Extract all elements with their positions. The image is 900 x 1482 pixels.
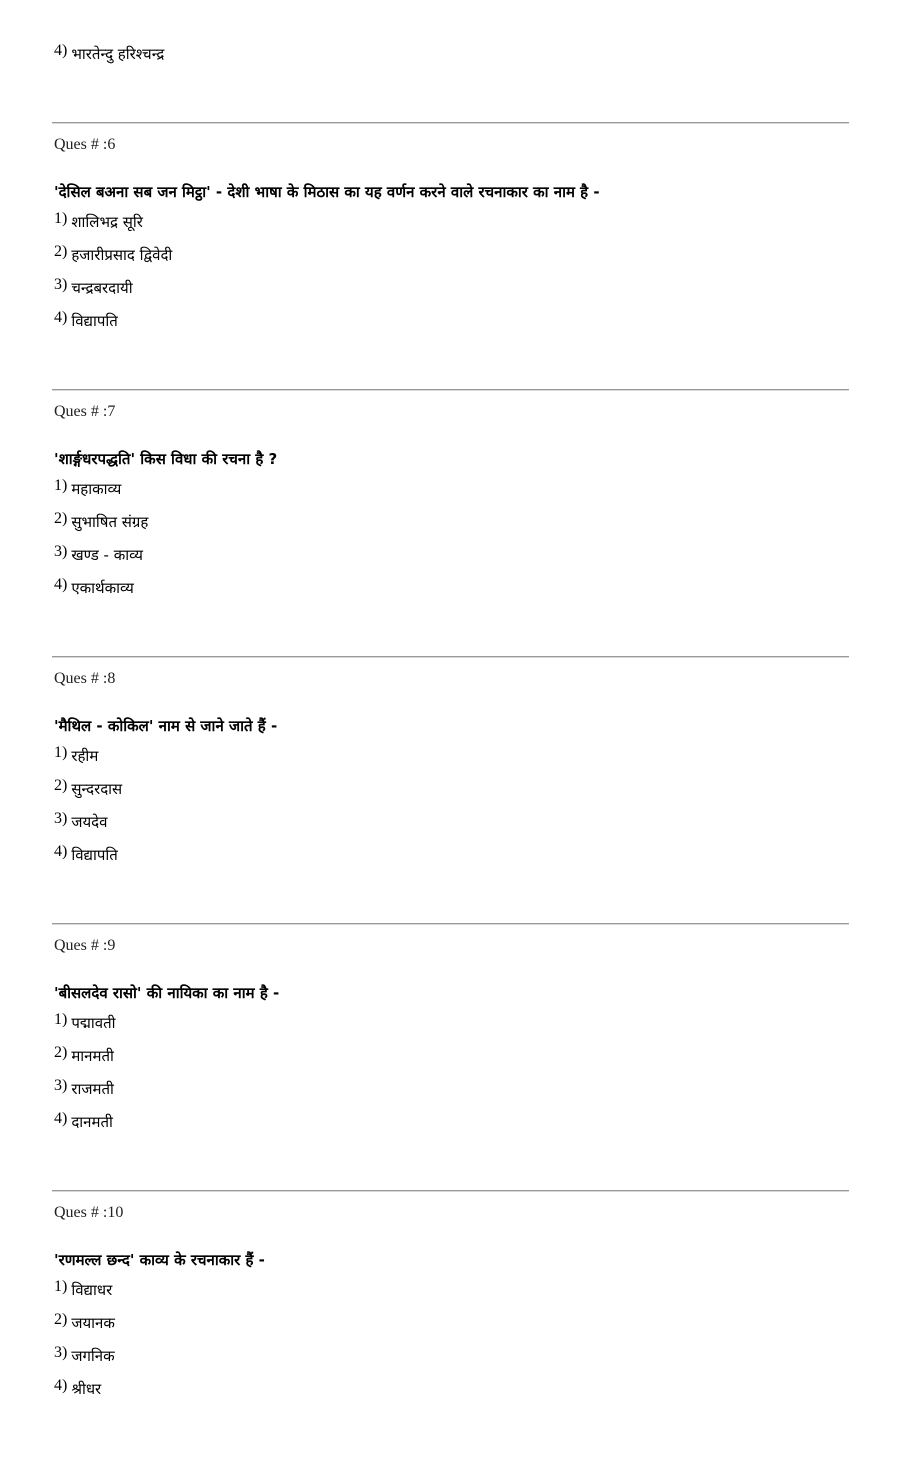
question-number: Ques # :10 xyxy=(54,1204,124,1221)
option-number: 4) xyxy=(54,309,68,326)
divider xyxy=(52,656,849,658)
option-item xyxy=(54,1112,116,1145)
option-item xyxy=(54,311,172,344)
divider xyxy=(52,389,849,391)
option-item xyxy=(54,779,122,812)
options-list xyxy=(54,1013,116,1145)
option-item xyxy=(54,245,172,278)
options-list xyxy=(54,212,172,344)
option-number: 3) xyxy=(54,1077,68,1094)
question-text: 'शार्ङ्गधरपद्धति' किस विधा की रचना है ? xyxy=(54,450,278,468)
question-block xyxy=(0,1190,900,1457)
option-item xyxy=(54,1046,116,1079)
question-block xyxy=(0,122,900,389)
option-number: 3) xyxy=(54,543,68,560)
option-text: श्रीधर xyxy=(71,1380,102,1398)
question-number: Ques # :6 xyxy=(54,136,116,153)
option-item xyxy=(54,545,148,578)
options-list xyxy=(54,479,148,611)
option-number: 2) xyxy=(54,1044,68,1061)
option-text: हजारीप्रसाद द्विवेदी xyxy=(71,246,173,264)
option-text: जयानक xyxy=(71,1314,115,1332)
question-number: Ques # :8 xyxy=(54,670,116,687)
question-block xyxy=(0,656,900,923)
option-item xyxy=(54,845,122,878)
option-item xyxy=(54,1280,115,1313)
option-number: 2) xyxy=(54,777,68,794)
option-text: सुन्दरदास xyxy=(71,780,123,798)
divider xyxy=(52,923,849,925)
option-number: 4) xyxy=(54,1110,68,1127)
option-text: विद्याधर xyxy=(71,1281,113,1299)
option-item xyxy=(54,479,148,512)
option-number: 4) xyxy=(54,576,68,593)
option-number: 1) xyxy=(54,477,68,494)
option-number: 1) xyxy=(54,1278,68,1295)
option-text: राजमती xyxy=(71,1080,114,1098)
option-item xyxy=(54,512,148,545)
option-item xyxy=(54,578,148,611)
option-number: 1) xyxy=(54,1011,68,1028)
option-number: 2) xyxy=(54,510,68,527)
option-item xyxy=(54,212,172,245)
option-item xyxy=(54,1079,116,1112)
option-text: चन्द्रबरदायी xyxy=(71,279,133,297)
option-item xyxy=(54,1346,115,1379)
option-text: रहीम xyxy=(71,747,99,765)
option-text: पद्मावती xyxy=(71,1014,116,1032)
option-text: विद्यापति xyxy=(71,846,118,864)
option-text: जगनिक xyxy=(71,1347,115,1365)
question-number: Ques # :9 xyxy=(54,937,116,954)
option-number: 3) xyxy=(54,276,68,293)
option-text: सुभाषित संग्रह xyxy=(71,513,149,531)
option-item xyxy=(54,1379,115,1412)
options-list xyxy=(54,746,122,878)
option-item xyxy=(54,746,122,779)
option-item xyxy=(54,278,172,311)
option-number: 4) xyxy=(54,1377,68,1394)
question-text: 'मैथिल - कोकिल' नाम से जाने जाते हैं - xyxy=(54,717,278,735)
option-text: शालिभद्र सूरि xyxy=(71,213,143,231)
option-item xyxy=(54,1013,116,1046)
question-number: Ques # :7 xyxy=(54,403,116,420)
option-number: 4) xyxy=(54,42,68,59)
option-item xyxy=(54,812,122,845)
question-text: 'देसिल बअना सब जन मिट्ठा' - देशी भाषा के मिठास का यह वर्णन करने वाले रचनाकार का नाम है - xyxy=(54,183,600,201)
question-text: 'रणमल्ल छन्द' काव्य के रचनाकार हैं - xyxy=(54,1251,265,1269)
divider xyxy=(52,122,849,124)
option-number: 2) xyxy=(54,1311,68,1328)
option-text: दानमती xyxy=(71,1113,113,1131)
option-number: 3) xyxy=(54,1344,68,1361)
option-text: जयदेव xyxy=(71,813,108,831)
option-item xyxy=(54,1313,115,1346)
option-number: 1) xyxy=(54,744,68,761)
option-item xyxy=(54,44,164,64)
option-number: 1) xyxy=(54,210,68,227)
options-list xyxy=(54,1280,115,1412)
option-text: महाकाव्य xyxy=(71,480,122,498)
question-block xyxy=(0,389,900,656)
option-text: विद्यापति xyxy=(71,312,118,330)
divider xyxy=(52,1190,849,1192)
question-text: 'बीसलदेव रासो' की नायिका का नाम है - xyxy=(54,984,280,1002)
option-number: 2) xyxy=(54,243,68,260)
question-block xyxy=(0,923,900,1190)
option-number: 3) xyxy=(54,810,68,827)
option-text: भारतेन्दु हरिश्चन्द्र xyxy=(71,45,165,63)
option-text: मानमती xyxy=(71,1047,114,1065)
option-text: खण्ड - काव्य xyxy=(71,546,143,564)
option-number: 4) xyxy=(54,843,68,860)
option-text: एकार्थकाव्य xyxy=(71,579,134,597)
